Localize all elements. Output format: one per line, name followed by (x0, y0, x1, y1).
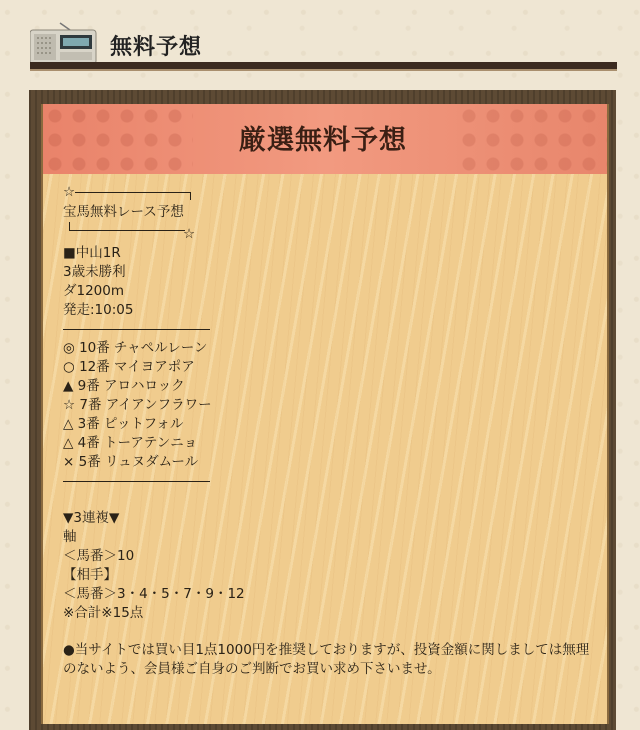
race-class: 3歳未勝利 (63, 264, 126, 280)
bet-axis-number: ＜馬番＞10 (63, 548, 135, 564)
deco-line (75, 192, 191, 200)
page-title: 無料予想 (110, 35, 203, 60)
forecast-content (63, 183, 593, 679)
deco-frame-bottom (63, 222, 213, 244)
race-distance: ダ1200m (63, 283, 125, 299)
radio-icon (30, 22, 100, 66)
panel-title: 厳選無料予想 (239, 125, 407, 156)
divider (63, 329, 210, 330)
race-venue: ■中山1R (63, 245, 121, 261)
intro-text: 宝馬無料レース予想 (63, 204, 184, 220)
deco-line (69, 222, 185, 231)
race-start-time: 発走:10:05 (63, 302, 134, 318)
pick-item: △ 4番 トーアテンニョ (63, 435, 198, 451)
disclaimer-text: ●当サイトでは買い目1点1000円を推奨しておりますが、投資金額に関しましては無理のないよう、会員様ご自身のご判断でお買い求め下さいませ。 (63, 642, 590, 677)
pick-item: ◎ 10番 チャペルレーン (63, 340, 208, 356)
bet-axis-label: 軸 (63, 529, 77, 545)
star-icon: ☆ (63, 184, 76, 200)
star-icon: ☆ (183, 226, 196, 242)
pick-item: △ 3番 ピットフォル (63, 416, 184, 432)
deco-frame-top (63, 183, 213, 203)
pick-item: ☆ 7番 アイアンフラワー (63, 397, 212, 413)
bet-partner-label: 【相手】 (63, 567, 117, 583)
header-divider (30, 62, 617, 69)
bet-total: ※合計※15点 (63, 605, 144, 621)
pick-item: × 5番 リュヌダムール (63, 454, 199, 470)
page-header (0, 0, 640, 72)
bet-type: ▼3連複▼ (63, 510, 120, 526)
divider (63, 481, 210, 482)
pick-item: ○ 12番 マイヨアポア (63, 359, 195, 375)
bet-partner-numbers: ＜馬番＞3・4・5・7・9・12 (63, 586, 245, 602)
pick-item: ▲ 9番 アロハロック (63, 378, 185, 394)
